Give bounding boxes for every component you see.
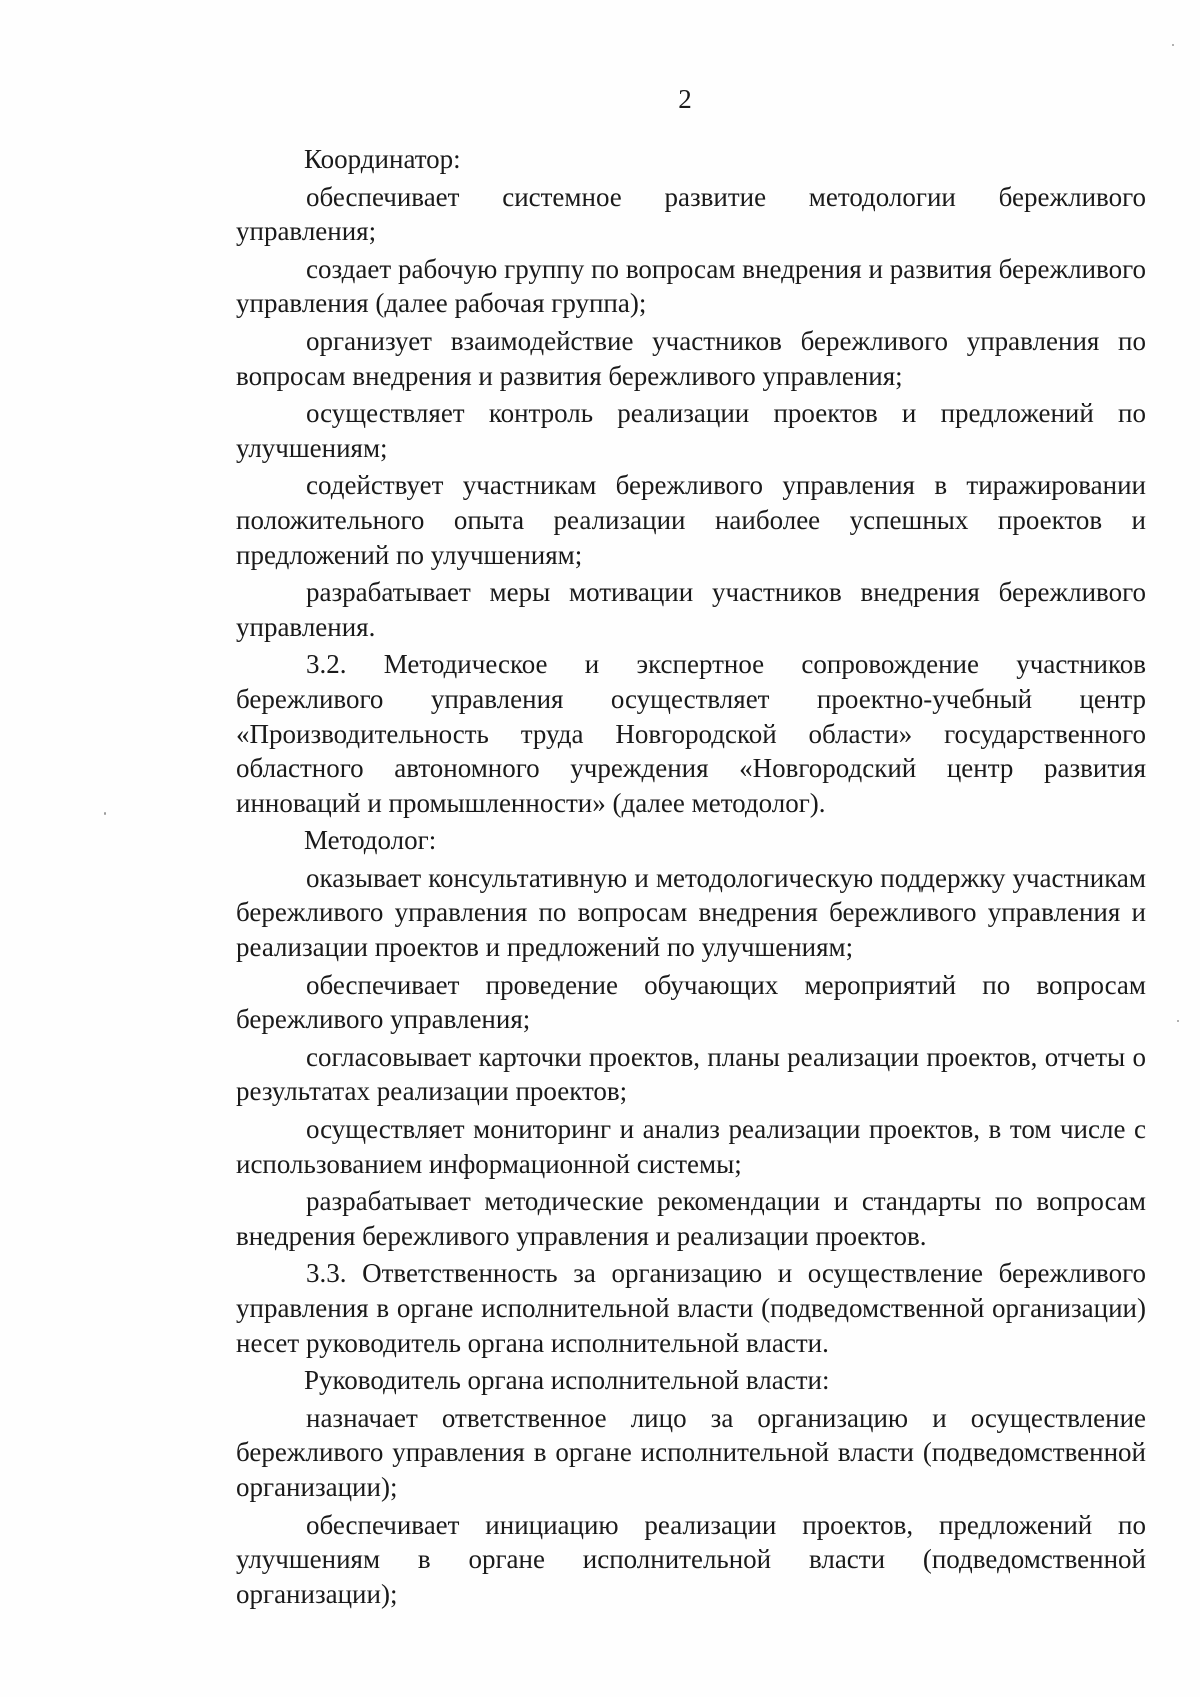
section-3-2-paragraph: 3.2. Методическое и экспертное сопровождение участников бережливого управления осуществляет проектно-учебный центр «Производительность труда Новгородской области» государственного областного автономного учреждения «Новгородский центр развития инноваций и промышленности» (далее методолог). [236,649,1146,818]
scan-speck [1177,1020,1179,1022]
scan-speck [104,812,106,815]
methodologist-duty-paragraph: оказывает консультативную и методологическую поддержку участникам бережливого управления по вопросам внедрения бережливого управления и реализации проектов и предложений по улучшениям; [236,862,1146,963]
executive-head-duty-paragraph: обеспечивает инициацию реализации проектов, предложений по улучшениям в органе исполнительной власти (подведомственной организации); [236,1509,1146,1609]
coordinator-duty-paragraph: создает рабочую группу по вопросам внедрения и развития бережливого управления (далее рабочая группа); [236,253,1146,319]
executive-head-heading: Руководитель органа исполнительной власти: [304,1365,830,1396]
coordinator-heading: Координатор: [304,144,461,174]
coordinator-duty-paragraph: организует взаимодействие участников бережливого управления по вопросам внедрения и развития бережливого управления; [236,325,1146,391]
coordinator-duty-paragraph: разрабатывает меры мотивации участников внедрения бережливого управления. [236,577,1146,642]
methodologist-duty-paragraph: согласовывает карточки проектов, планы реализации проектов, отчеты о результатах реализации проектов; [236,1041,1146,1107]
methodologist-duty-paragraph: осуществляет мониторинг и анализ реализации проектов, в том числе с использованием информационной системы; [236,1114,1146,1179]
section-3-3-paragraph: 3.3. Ответственность за организацию и осуществление бережливого управления в органе исполнительной власти (подведомственной организации) несет руководитель органа исполнительной власти. [236,1258,1146,1358]
coordinator-duty-paragraph: осуществляет контроль реализации проектов и предложений по улучшениям; [236,398,1146,463]
scan-speck [1172,44,1174,46]
methodologist-heading: Методолог: [304,825,437,856]
document-body [236,142,1146,1614]
coordinator-duty-paragraph: обеспечивает системное развитие методологии бережливого управления; [236,181,1146,247]
coordinator-duty-paragraph: содействует участникам бережливого управления в тиражировании положительного опыта реализации наиболее успешных проектов и предложений по улучшениям; [236,470,1146,570]
methodologist-duty-paragraph: обеспечивает проведение обучающих мероприятий по вопросам бережливого управления; [236,969,1146,1035]
page-number: 2 [678,84,692,114]
methodologist-duty-paragraph: разрабатывает методические рекомендации и стандарты по вопросам внедрения бережливого управления и реализации проектов. [236,1186,1146,1251]
executive-head-duty-paragraph: назначает ответственное лицо за организацию и осуществление бережливого управления в органе исполнительной власти (подведомственной организации); [236,1402,1146,1502]
